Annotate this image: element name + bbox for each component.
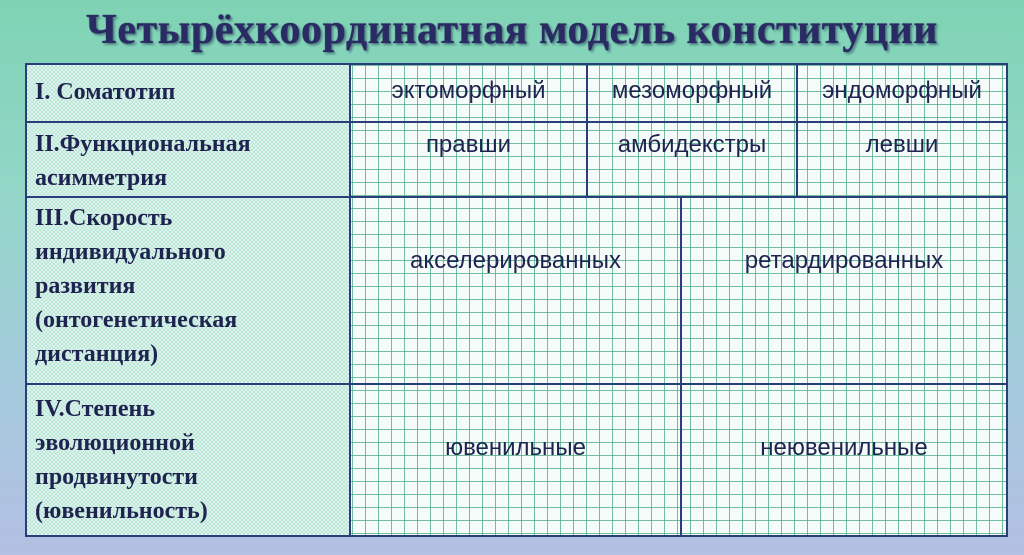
cell-accelerated: акселерированных bbox=[409, 247, 622, 274]
cell-ectomorphic: эктоморфный bbox=[391, 77, 546, 104]
cell-juvenile: ювенильные bbox=[445, 434, 586, 461]
cell-non-juvenile: неювенильные bbox=[760, 434, 928, 461]
cell-right-handed: правши bbox=[425, 131, 512, 158]
cell-endomorphic: эндоморфный bbox=[822, 77, 982, 104]
cell-retarded: ретардированных bbox=[744, 247, 944, 274]
row-divider bbox=[27, 196, 1006, 198]
cell-left-handed: левши bbox=[865, 131, 939, 158]
row-divider bbox=[27, 121, 1006, 123]
cell-mesomorphic: мезоморфный bbox=[611, 77, 773, 104]
row-label-functional-asymmetry: II.Функциональная асимметрия bbox=[35, 131, 251, 191]
cell-ambidextrous: амбидекстры bbox=[617, 131, 767, 158]
row-label-development-speed: III.Скорость индивидуального развития (онтогенетическая дистанция) bbox=[35, 205, 238, 367]
row-label-evolutionary-advancement: IV.Степень эволюционной продвинутости (ювенильность) bbox=[35, 396, 208, 524]
row-label-somatotype: I. Соматотип bbox=[35, 79, 176, 105]
slide-title: Четырёхкоординатная модель конституции bbox=[86, 7, 938, 53]
row-divider bbox=[27, 383, 1006, 385]
constitution-model-table bbox=[25, 63, 1008, 537]
